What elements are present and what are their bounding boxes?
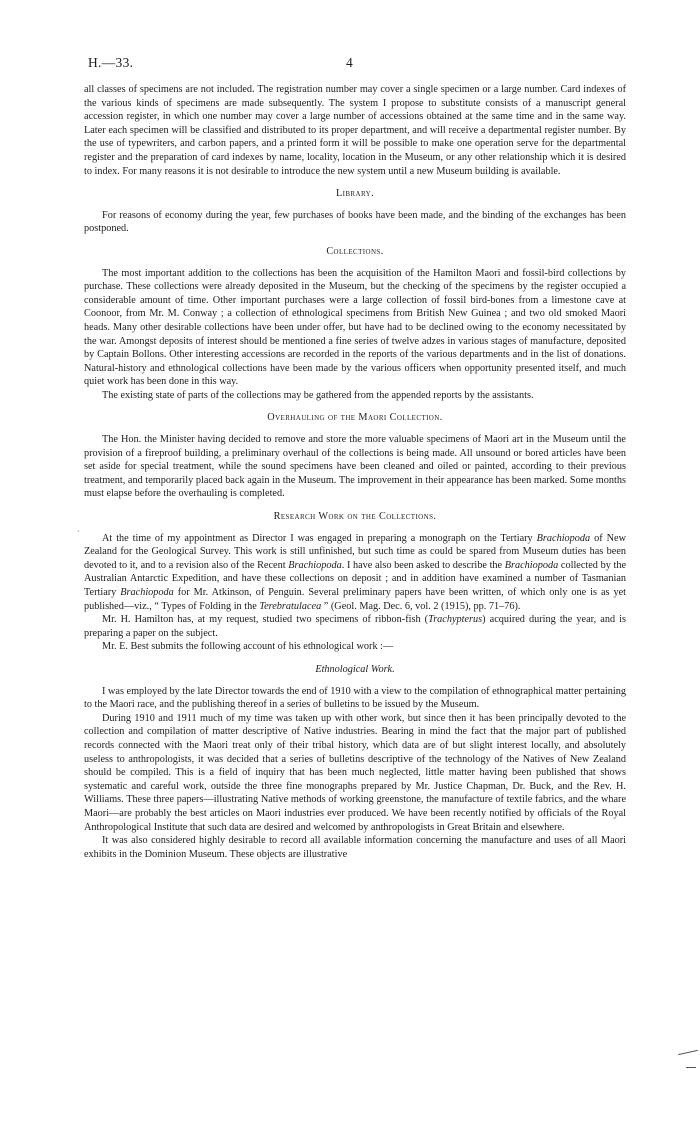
paragraph-ribbon-fish <box>84 613 626 640</box>
paragraph-collections: The most important addition to the collections has been the acquisition of the Hamilton Maori and fossil-bird collections by purchase. These collections were already deposited in the Museum, but the checking of the specimens by the register occupied a considerable amount of time. Other important purchases were a large collection of fossil bird-bones from a limestone cave at Coonoor, from Mr. M. Conway ; a collection of ethnological specimens from British New Guinea ; and two old smoked Maori heads. Many other desirable collections have been under offer, but have had to be declined owing to the economy necessitated by the war. Amongst deposits of interest should be mentioned a fine series of twelve adzes in various stages of manufacture, deposited by Captain Bollons. Other interesting accessions are recorded in the reports of the various departments and in the list of donations. Natural-history and ethnological collections have been made by the various officers when opportunity presented itself, and much quiet work has been done in this way. <box>84 267 626 388</box>
page-body <box>84 83 626 861</box>
text-run: Mr. H. Hamilton has, at my request, studied two specimens of ribbon-fish ( <box>102 614 429 626</box>
paragraph-overhauling: The Hon. the Minister having decided to remove and store the more valuable specimens of Maori art in the Museum until the provision of a fireproof building, a preliminary overhaul of the collections is being made. All unsound or bored articles have been set aside for special treatment, while the sound specimens have been cleaned and oiled or painted, according to their previous treatment, and temporarily placed back again in the Museum. The improvement in their appearance has been marked. Some months must elapse before the overhauling is completed. <box>84 434 626 500</box>
heading-ethnological-work: Ethnological Work. <box>315 663 395 675</box>
paragraph-best-intro: Mr. E. Best submits the following account of his ethnological work :— <box>102 641 394 653</box>
heading-research: Research Work on the Collections. <box>273 511 437 523</box>
paragraph-registration: all classes of specimens are not included. The registration number may cover a single specimen or a large number. Card indexes of the various kinds of specimens are made subsequently. The system I propose to substitute consists of a manuscript general accession register, in which one number may cover a large number of accessions obtained at the same time and in the same way. Later each specimen will be classified and distributed to its proper department, and will receive a departmental register number. By the use of typewriters, and carbon papers, and a printed form it will be possible to make one operation serve for the departmental register and the preparation of card indexes by name, locality, location in the Museum, or any other relationship which it is desired to index. For many reasons it is not desirable to introduce the new system until a new Museum building is available. <box>84 84 626 177</box>
document-code: H.—33. <box>88 55 134 70</box>
taxon-italic: Terebratulacea <box>259 600 322 612</box>
text-run: collected by the Australian Antarctic Expedition, and have these collections on deposit ; and in addition have examined a number of Tasmanian Tertiary <box>84 559 626 598</box>
paragraph-ethno-1: I was employed by the late Director towards the end of 1910 with a view to the compilation of ethnographical matter pertaining to the Maori race, and the publishing thereof in a series of bulletins to be issued by the Museum. <box>84 685 626 711</box>
heading-overhauling: Overhauling of the Maori Collection. <box>267 412 443 424</box>
text-run: ) acquired during the year, and is preparing a paper on the subject. <box>84 614 626 639</box>
text-run: ” (Geol. Mag. Dec. 6, vol. 2 (1915), pp. 71–76). <box>321 600 521 612</box>
taxon-italic: Brachiopoda <box>288 559 342 571</box>
taxon-italic: Brachiopoda <box>504 559 559 571</box>
margin-stroke <box>678 1050 698 1055</box>
text-run: . I have also been asked to describe the <box>341 559 505 571</box>
margin-mark: · <box>77 527 80 536</box>
paragraph-ethno-3: It was also considered highly desirable to record all available information concerning the manufacture and uses of all Maori exhibits in the Dominion Museum. These objects are illustrative <box>84 835 626 860</box>
text-run: for Mr. Atkinson, of Penguin. Several preliminary papers have been written, of which only one is as yet published—viz., “ Types of Folding in the <box>84 587 626 612</box>
paragraph-library: For reasons of economy during the year, few purchases of books have been made, and the binding of the exchanges has been postponed. <box>84 209 626 235</box>
margin-stroke <box>686 1067 696 1068</box>
text-run: of New Zealand for the Geological Survey. This work is still unfinished, but such time as could be spared from Museum duties has been devoted to it, and to a revision also of the Recent <box>84 532 626 571</box>
taxon-italic: Trachypterus <box>428 614 483 626</box>
paragraph-ethno-2: During 1910 and 1911 much of my time was taken up with other work, but since then it has been principally devoted to the collection and compilation of matter descriptive of Native industries. Bearing in mind the fact that the major part of published records connected with the Maori treat only of their tribal history, which data are of but slight interest locally, and absolutely useless to anthropologists, it was decided that a series of bulletins descriptive of the technology of the Natives of New Zealand should be compiled. This is a field of inquiry that has been much neglected, little matter having been published that shows systematic and careful work, outside the three fine monographs prepared by Mr. Justice Chapman, Dr. Buck, and the Rev. H. Williams. These three papers—illustrating Native methods of working greenstone, the manufacture of textile fabrics, and the whare Maori—are probably the best articles on Maori industries ever produced. We have been recently notified by officials of the Royal Anthropological Institute that such data are desired and welcomed by anthropologists in Great Britain and elsewhere. <box>84 712 626 833</box>
text-run: At the time of my appointment as Director I was engaged in preparing a monograph on the Tertiary <box>102 532 537 544</box>
heading-library: Library. <box>335 188 375 200</box>
page-number: 4 <box>346 55 353 70</box>
taxon-italic: Brachiopoda <box>120 587 174 598</box>
paragraph-research <box>84 532 626 614</box>
paragraph-assistants: The existing state of parts of the collections may be gathered from the appended reports by the assistants. <box>102 389 534 401</box>
taxon-italic: Brachiopoda <box>536 532 591 544</box>
heading-collections: Collections. <box>326 245 384 257</box>
